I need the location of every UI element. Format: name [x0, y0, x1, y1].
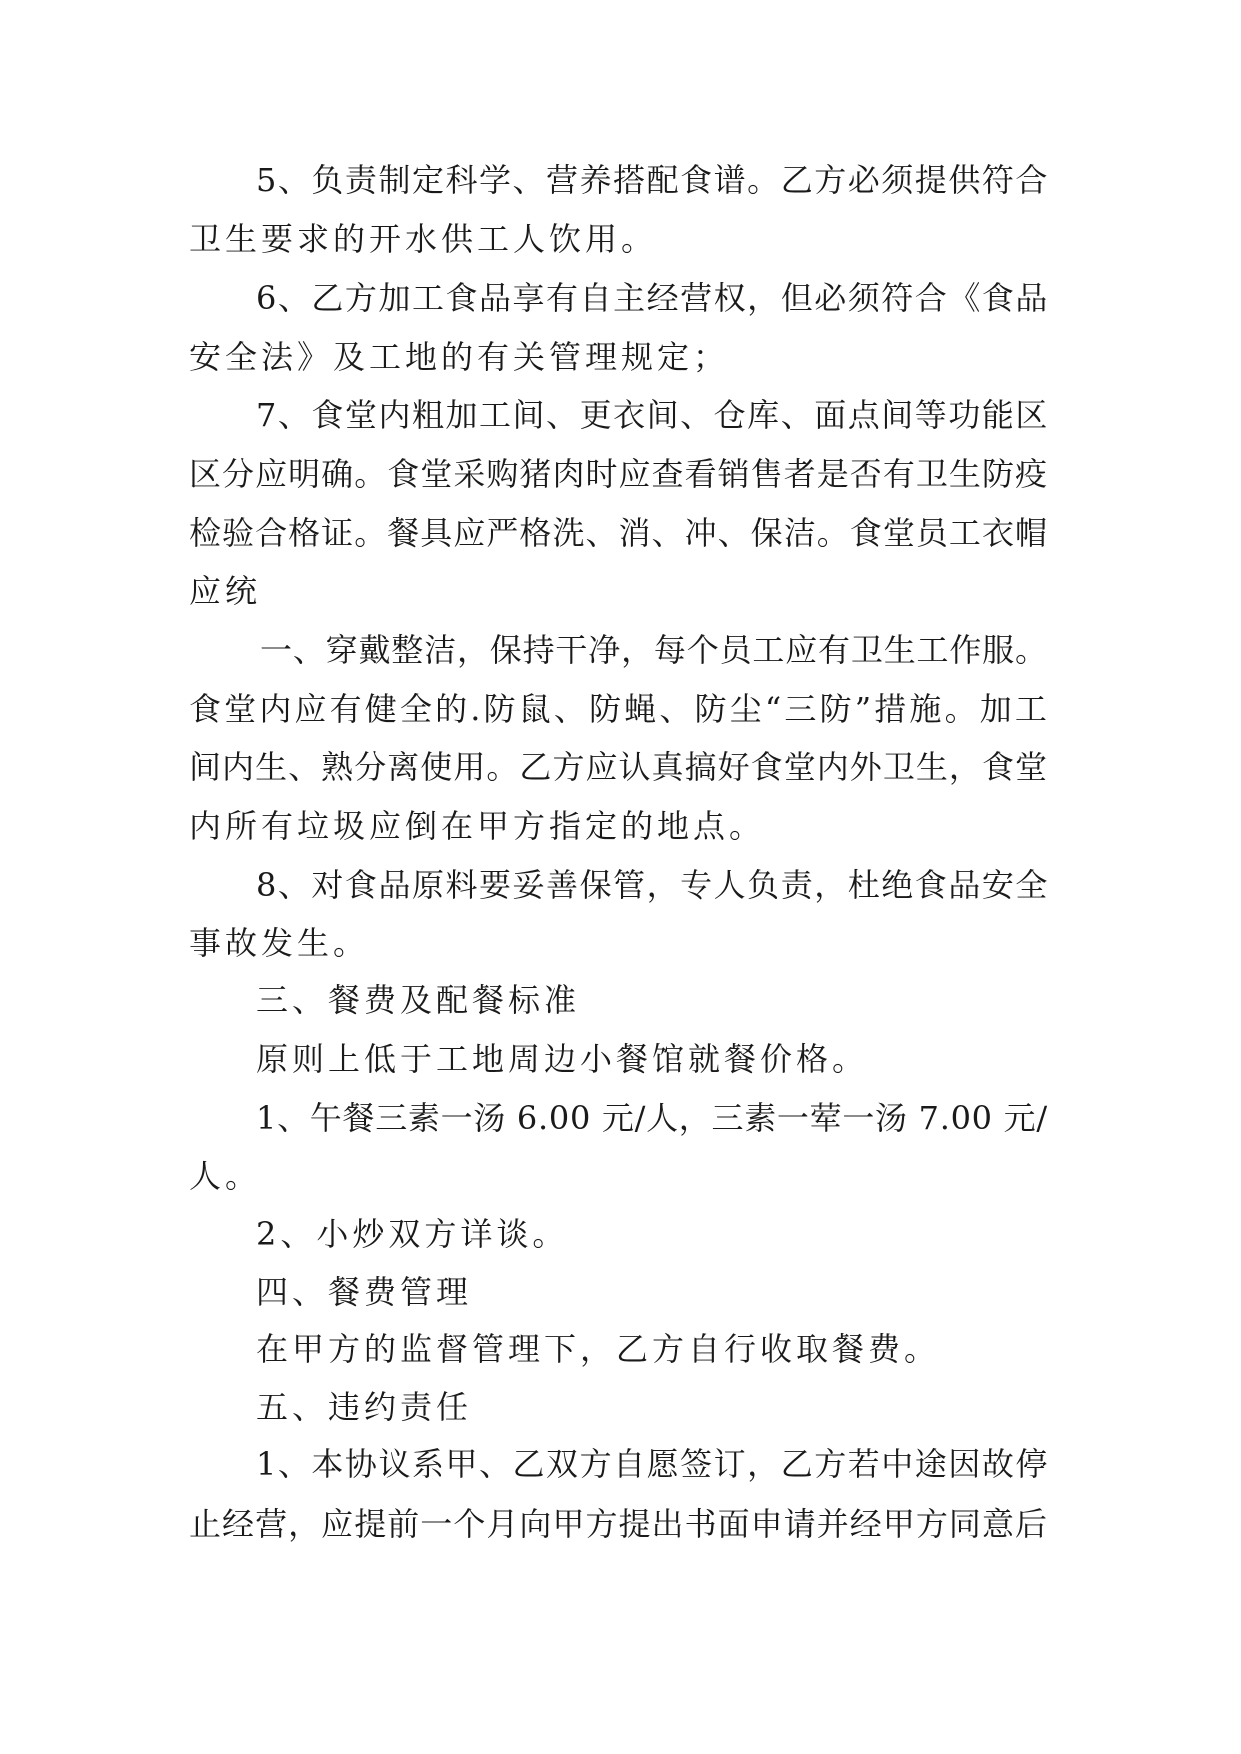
section-heading: 三、餐费及配餐标准 — [256, 981, 581, 1019]
text-line: 检验合格证。餐具应严格洗、消、冲、保洁。食堂员工衣帽 — [189, 514, 1049, 552]
text-line: 8、对食品原料要妥善保管，专人负责，杜绝食品安全 — [256, 866, 1049, 904]
text-line: 7、食堂内粗加工间、更衣间、仓库、面点间等功能区 — [256, 396, 1049, 434]
text-line: 间内生、熟分离使用。乙方应认真搞好食堂内外卫生，食堂 — [189, 748, 1049, 786]
text-line: 应统 — [189, 572, 262, 610]
section-heading: 四、餐费管理 — [256, 1273, 473, 1311]
text-line: 内所有垃圾应倒在甲方指定的地点。 — [189, 807, 766, 845]
text-line: 卫生要求的开水供工人饮用。 — [189, 220, 658, 258]
text-line: 一、穿戴整洁，保持干净，每个员工应有卫生工作服。 — [260, 631, 1048, 669]
text-line: 1、午餐三素一汤 6.00 元/人，三素一荤一汤 7.00 元/ — [256, 1099, 1048, 1137]
text-line: 1、本协议系甲、乙双方自愿签订，乙方若中途因故停 — [256, 1445, 1049, 1483]
text-line: 区分应明确。食堂采购猪肉时应查看销售者是否有卫生防疫 — [189, 455, 1049, 493]
text-line: 在甲方的监督管理下，乙方自行收取餐费。 — [256, 1330, 941, 1368]
section-heading: 五、违约责任 — [256, 1388, 473, 1426]
text-line: 食堂内应有健全的.防鼠、防蝇、防尘“三防”措施。加工 — [189, 690, 1051, 728]
text-line: 5、负责制定科学、营养搭配食谱。乙方必须提供符合 — [256, 161, 1049, 199]
text-line: 止经营，应提前一个月向甲方提出书面申请并经甲方同意后 — [189, 1505, 1049, 1543]
text-line: 2、小炒双方详谈。 — [256, 1215, 569, 1253]
text-line: 人。 — [189, 1157, 262, 1195]
text-line: 原则上低于工地周边小餐馆就餐价格。 — [256, 1040, 869, 1078]
text-line: 安全法》及工地的有关管理规定； — [189, 338, 730, 376]
text-line: 事故发生。 — [189, 924, 370, 962]
text-line: 6、乙方加工食品享有自主经营权，但必须符合《食品 — [256, 279, 1049, 317]
